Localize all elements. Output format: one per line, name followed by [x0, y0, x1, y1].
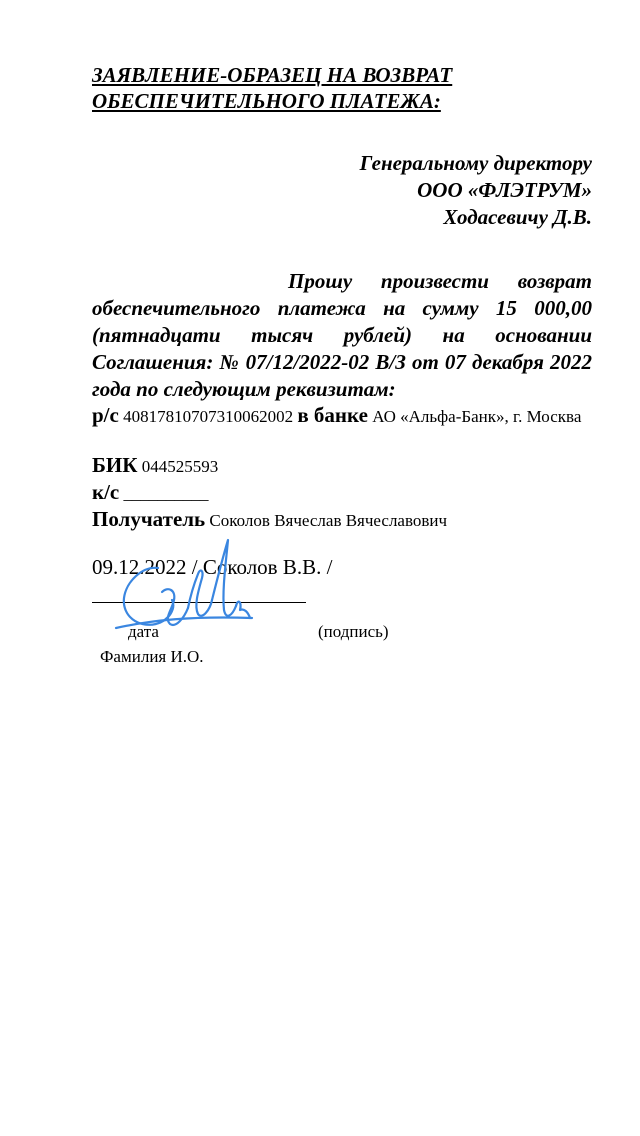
recipient-label: Получатель [92, 507, 206, 531]
requisite-recipient [92, 508, 592, 532]
signature-label: (подпись) [318, 622, 389, 641]
bank-value: АО «Альфа-Банк», г. Москва [372, 407, 582, 426]
addressee-position: Генеральному директору [359, 151, 592, 175]
addressee-name: Ходасевичу Д.В. [443, 205, 592, 229]
request-paragraph: Прошу произвести возврат обеспечительного платежа на сумму 15 000,00 (пятнадцати тысяч рублей) на основании Соглашения: № 07/12/2022-02 В/З от 07 декабря 2022 года по следующим реквизитам: [92, 269, 592, 401]
account-label: р/с [92, 403, 119, 427]
document-title [92, 62, 592, 114]
title-line-2: ОБЕСПЕЧИТЕЛЬНОГО ПЛАТЕЖА: [92, 89, 441, 113]
bik-value: 044525593 [141, 457, 219, 476]
requisite-corr-account [92, 481, 592, 505]
fio-label: Фамилия И.О. [100, 647, 204, 666]
bank-label: в банке [297, 403, 368, 427]
recipient-value: Соколов Вячеслав Вячеславович [209, 511, 448, 530]
signature-strokes [116, 540, 252, 628]
addressee-company: ООО «ФЛЭТРУМ» [417, 178, 592, 202]
addressee-block [192, 150, 592, 231]
account-value: 40817810707310062002 [123, 407, 294, 426]
requisite-account [92, 404, 592, 428]
bik-label: БИК [92, 453, 138, 477]
handwritten-signature [112, 532, 262, 652]
requisite-bik [92, 454, 592, 478]
corr-account-label: к/с [92, 480, 120, 504]
signature-line: 09.12.2022 / Соколов В.В. / [92, 555, 333, 579]
corr-account-value: __________ [123, 484, 209, 503]
title-line-1: ЗАЯВЛЕНИЕ-ОБРАЗЕЦ НА ВОЗВРАТ [92, 63, 453, 87]
date-label: дата [128, 622, 159, 641]
